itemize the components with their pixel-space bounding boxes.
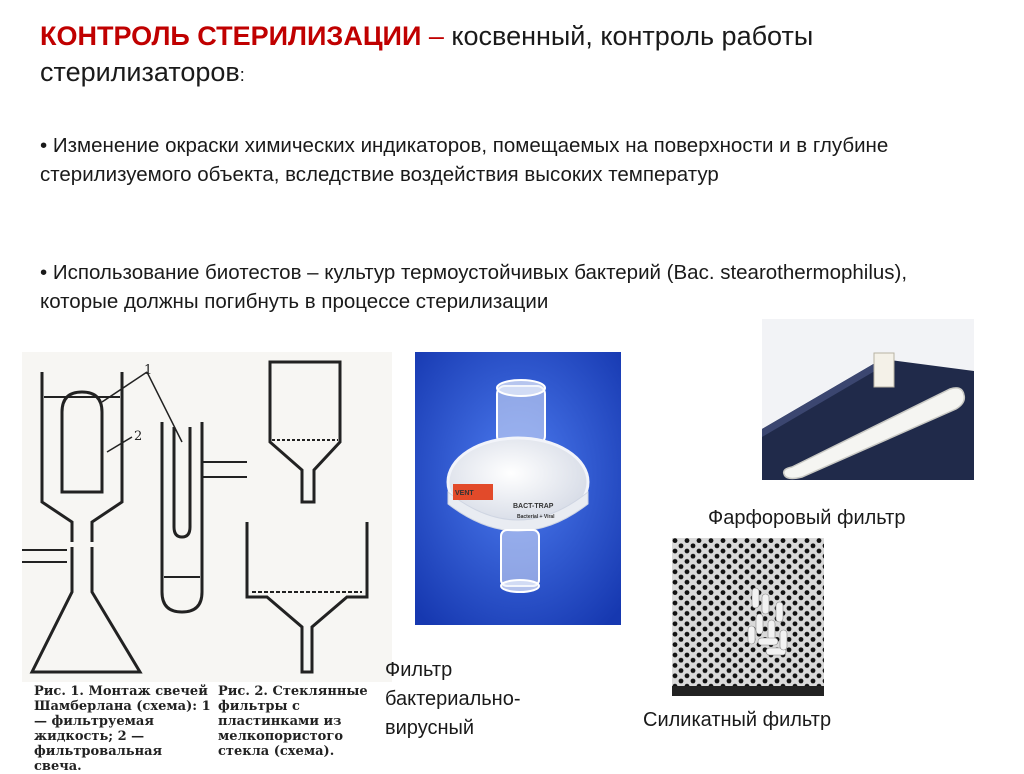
bacterial-viral-filter-photo: [415, 352, 621, 625]
silicate-filter-caption: Силикатный фильтр: [643, 709, 832, 731]
filter-brand-sub: Bacterial + Viral: [517, 514, 555, 520]
schematic-drawings-image: [22, 352, 392, 682]
fig2-caption: Рис. 2. Стеклянные фильтры с пластинками из мелкопористого стекла (схема).: [218, 684, 368, 759]
porcelain-filter-photo: [762, 319, 974, 480]
title-rest: косвенный, контроль работы стерилизаторов: [40, 21, 814, 87]
bullet-biotests: • Использование биотестов – культур термоустойчивых бактерий (Bac. stearothermophilus), которые должны погибнуть в процессе стерилизации: [40, 261, 908, 313]
schematic-drawings-svg: [22, 352, 392, 682]
fig1-caption: Рис. 1. Монтаж свечей Шамберлана (схема): 1 — фильтруемая жидкость; 2 — фильтровальная свеча.: [34, 684, 211, 774]
porcelain-filter-svg: [762, 319, 974, 480]
porcelain-filter-caption: Фарфоровый фильтр: [708, 507, 906, 529]
bacterial-viral-filter-caption: Фильтр бактериально-вирусный: [385, 659, 521, 739]
bullet-chemical-indicators: • Изменение окраски химических индикаторов, помещаемых на поверхности и в глубине стерилизуемого объекта, вследствие воздействия высоких температур: [40, 134, 889, 186]
filter-brand: BACT-TRAP: [513, 503, 554, 510]
title-colon: :: [239, 65, 245, 85]
matchbox: [874, 353, 894, 387]
bacterial-viral-filter-svg: [415, 352, 621, 625]
slide-title: [40, 18, 1000, 93]
filter-brand-left: VENT: [455, 490, 474, 497]
silicate-filter-svg: [672, 538, 824, 696]
fig1-label-1: 1: [144, 363, 153, 378]
title-dash: –: [421, 21, 452, 51]
silicate-filter-photo: [672, 538, 824, 696]
title-highlight: КОНТРОЛЬ СТЕРИЛИЗАЦИИ: [40, 21, 422, 51]
fig1-label-2: 2: [134, 429, 143, 444]
